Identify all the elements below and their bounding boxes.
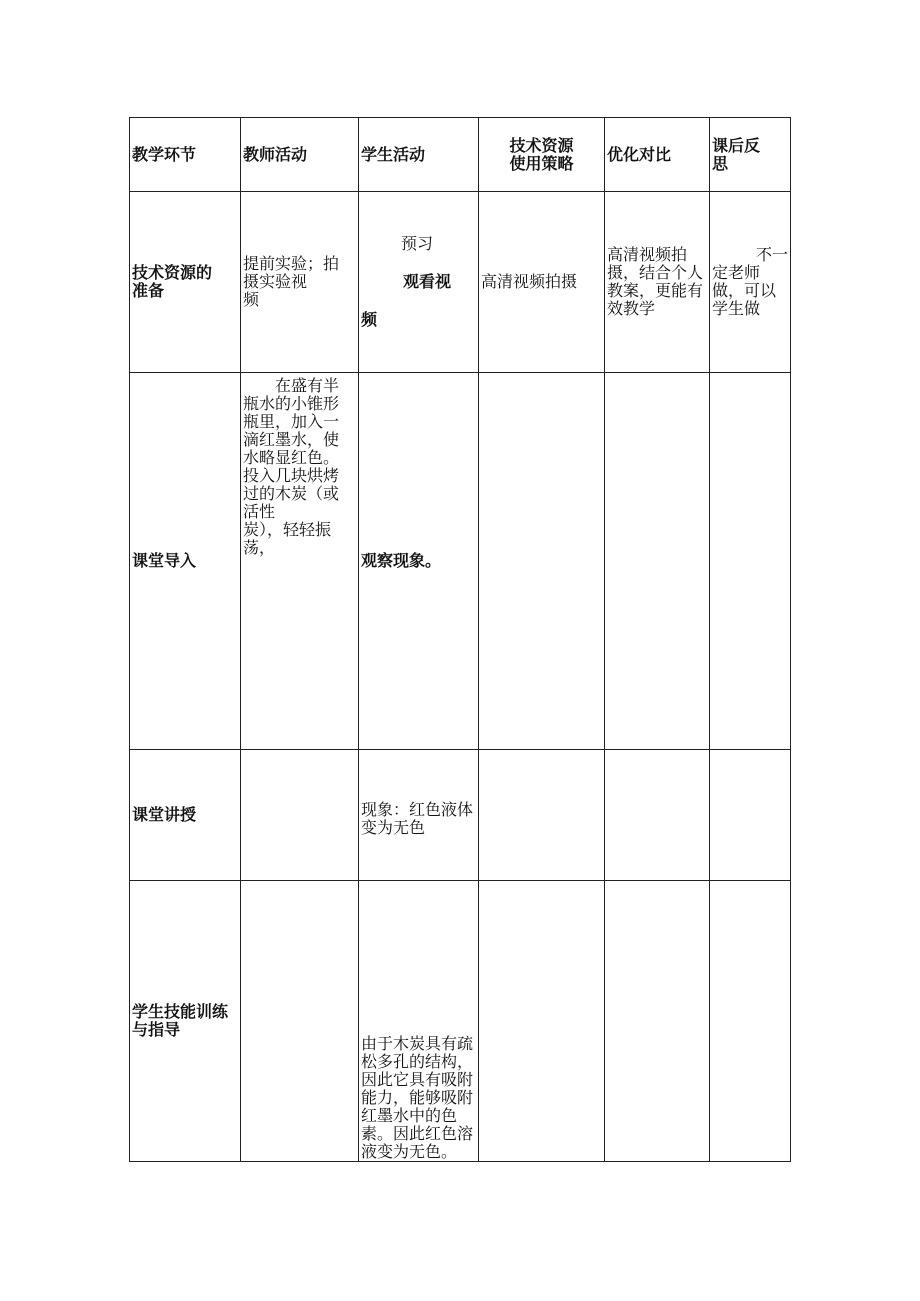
intro-teacher-cell <box>241 373 359 750</box>
lecture-student-line2: 变为无色 <box>361 818 426 837</box>
prep-stage-line1: 技术资源的 <box>132 263 213 282</box>
lecture-stage-cell: 课堂讲授 <box>130 750 241 881</box>
intro-reflect-cell <box>710 373 791 750</box>
prep-reflect-line2: 定老师 <box>712 263 761 282</box>
header-row <box>130 118 791 192</box>
prep-student-line1: 预习 <box>401 234 434 253</box>
prep-student-line2: 观看视 <box>403 272 452 291</box>
skills-student-line2: 松多孔的结构， <box>361 1052 474 1071</box>
lecture-teacher-cell <box>241 750 359 881</box>
skills-tech-cell <box>479 881 605 1162</box>
table-row <box>130 750 791 881</box>
lecture-tech-cell <box>479 750 605 881</box>
skills-student-line5: 红墨水中的色 <box>361 1106 458 1125</box>
skills-student-line7: 液变为无色。 <box>361 1142 458 1161</box>
table-row <box>130 192 791 373</box>
intro-optimize-cell <box>605 373 710 750</box>
intro-teacher-line8: 活性 <box>243 502 276 521</box>
lesson-plan-table <box>129 117 791 1162</box>
header-tech-strategy <box>479 118 605 192</box>
lecture-student-line1: 现象：红色液体 <box>361 800 474 819</box>
skills-teacher-cell <box>241 881 359 1162</box>
intro-teacher-line1: 在盛有半 <box>275 376 340 395</box>
header-teacher-activity: 教师活动 <box>241 118 359 192</box>
header-reflect-line2: 思 <box>712 153 729 173</box>
prep-optimize-line4: 效教学 <box>607 299 656 318</box>
prep-teacher-cell <box>241 192 359 373</box>
header-student-activity: 学生活动 <box>359 118 479 192</box>
lecture-optimize-cell <box>605 750 710 881</box>
skills-stage-cell <box>130 881 241 1162</box>
header-reflect-line1: 课后反 <box>712 135 761 155</box>
intro-teacher-line10: 荡， <box>243 538 276 557</box>
skills-optimize-cell <box>605 881 710 1162</box>
header-stage: 教学环节 <box>130 118 241 192</box>
prep-tech-cell: 高清视频拍摄 <box>479 192 605 373</box>
skills-student-line4: 能力，能够吸附 <box>361 1088 474 1107</box>
header-tech-line2: 使用策略 <box>509 153 574 173</box>
table-row <box>130 881 791 1162</box>
prep-reflect-line4: 学生做 <box>712 299 761 318</box>
intro-stage-cell: 课堂导入 <box>130 373 241 750</box>
intro-teacher-line5: 水略显红色。 <box>243 448 340 467</box>
skills-student-line6: 素。因此红色溶 <box>361 1124 474 1143</box>
prep-teacher-line1: 提前实验；拍 <box>243 254 340 273</box>
prep-optimize-line3: 教案，更能有 <box>607 281 704 300</box>
header-tech-line1: 技术资源 <box>509 135 574 155</box>
intro-teacher-line2: 瓶水的小锥形 <box>243 394 340 413</box>
skills-student-line3: 因此它具有吸附 <box>361 1070 474 1089</box>
prep-student-cell <box>359 192 479 373</box>
prep-reflect-line3: 做，可以 <box>712 281 777 300</box>
prep-teacher-line3: 频 <box>243 290 260 309</box>
prep-reflect-line1: 不一 <box>755 245 788 264</box>
skills-reflect-cell <box>710 881 791 1162</box>
intro-student-cell: 观察现象。 <box>359 373 479 750</box>
intro-tech-cell <box>479 373 605 750</box>
prep-teacher-line2: 摄实验视 <box>243 272 308 291</box>
intro-teacher-line3: 瓶里，加入一 <box>243 412 340 431</box>
lecture-student-cell <box>359 750 479 881</box>
skills-student-cell <box>359 881 479 1162</box>
skills-stage-line1: 学生技能训练 <box>132 1002 229 1021</box>
header-reflection <box>710 118 791 192</box>
prep-optimize-line2: 摄，结合个人 <box>607 263 704 282</box>
intro-teacher-line6: 投入几块烘烤 <box>243 466 340 485</box>
skills-stage-line2: 与指导 <box>132 1020 181 1039</box>
intro-teacher-line4: 滴红墨水，使 <box>243 430 340 449</box>
header-optimize: 优化对比 <box>605 118 710 192</box>
prep-reflect-cell <box>710 192 791 373</box>
lecture-reflect-cell <box>710 750 791 881</box>
prep-stage-cell <box>130 192 241 373</box>
prep-optimize-cell <box>605 192 710 373</box>
prep-optimize-line1: 高清视频拍 <box>607 245 688 264</box>
intro-teacher-line9: 炭），轻轻振 <box>243 520 332 539</box>
prep-stage-line2: 准备 <box>132 281 165 300</box>
table-row <box>130 373 791 750</box>
skills-student-line1: 由于木炭具有疏 <box>361 1034 474 1053</box>
intro-teacher-line7: 过的木炭（或 <box>243 484 340 503</box>
prep-student-line3: 频 <box>361 310 378 329</box>
